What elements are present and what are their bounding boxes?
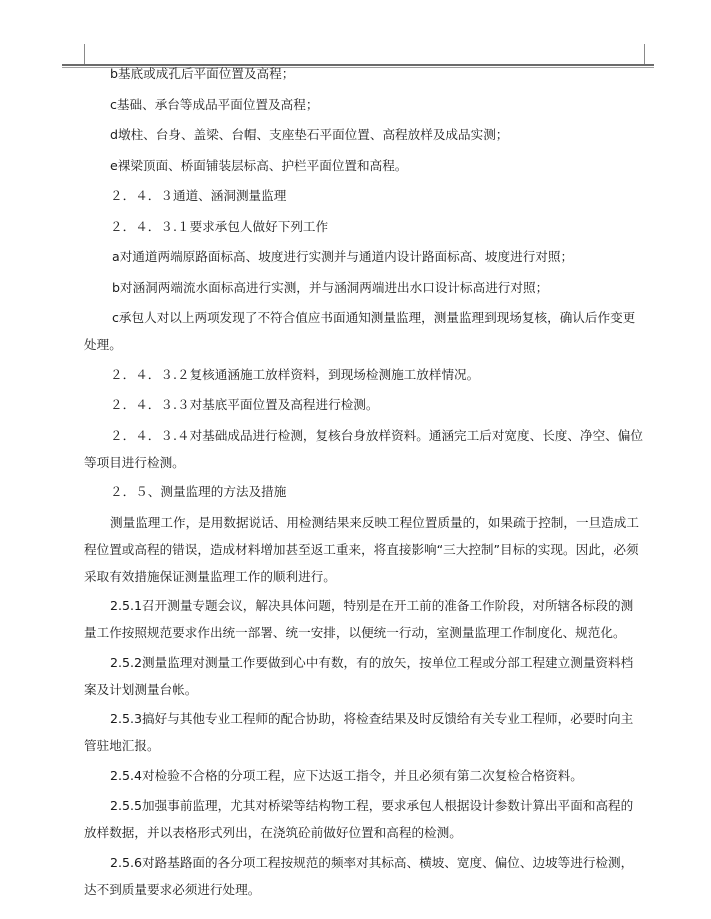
item-2-5-1: 2.5.1召开测量专题会议，解决具体问题，特别是在开工前的准备工作阶段，对所辖各标段的测量工作按照规范要求作出统一部署、统一安排，以便统一行动，室测量监理工作制度化、规范化。	[84, 598, 634, 640]
heading-2-5: ２．５、测量监理的方法及措施	[110, 484, 287, 499]
item-2-5-2: 2.5.2测量监理对测量工作要做到心中有数，有的放矢，按单位工程或分部工程建立测量资料档案及计划测量台帐。	[84, 654, 634, 697]
item-2-5-5: 2.5.5加强事前监理，尤其对桥梁等结构物工程，要求承包人根据设计参数计算出平面和高程的放样数据，并以表格形式列出，在浇筑砼前做好位置和高程的检测。	[84, 798, 634, 840]
heading-2-4-3-1: ２．４．３.１要求承包人做好下列工作	[110, 218, 329, 234]
item-2-4-3-2: ２．４．３.２复核通涵施工放样资料，到现场检测施工放样情况。	[110, 366, 480, 382]
heading-2-4-3: ２．４．３通道、涵洞测量监理	[110, 188, 287, 203]
paragraph-c-foundation: c基础、承台等成品平面位置及高程；	[110, 96, 319, 112]
paragraph-b-foundation: b基底或成孔后平面位置及高程；	[110, 66, 295, 81]
paragraph-survey-intro: 测量监理工作，是用数据说话、用检测结果来反映工程位置质量的，如果疏于控制，一旦造成工程位置或高程的错误，造成材料增加甚至返工重来，将直接影响“三大控制”目标的实现。因此，必须采取有效措施保证测量监理工作的顺利进行。	[84, 514, 639, 584]
paragraph-e-deck: e裸梁顶面、桥面铺装层标高、护栏平面位置和高程。	[110, 157, 408, 173]
item-2-5-6: 2.5.6对路基路面的各分项工程按规范的频率对其标高、横坡、宽度、偏位、边坡等进行检测，达不到质量要求必须进行处理。	[84, 854, 634, 897]
paragraph-d-pier: d墩柱、台身、盖梁、台帽、支座垫石平面位置、高程放样及成品实测；	[110, 127, 509, 142]
paragraph-b-culvert: b对涵洞两端流水面标高进行实测，并与涵洞两端进出水口设计标高进行对照；	[112, 279, 549, 295]
paragraph-a-passage: a对通道两端原路面标高、坡度进行实测并与通道内设计路面标高、坡度进行对照；	[112, 249, 574, 264]
paragraph-c-contractor: c承包人对以上两项发现了不符合值应书面通知测量监理，测量监理到现场复核，确认后作变更处理。	[84, 310, 636, 352]
item-2-4-3-3: ２．４．３.３对基底平面位置及高程进行检测。	[110, 397, 379, 412]
header-corner-mark-right	[644, 44, 645, 64]
item-2-5-3: 2.5.3搞好与其他专业工程师的配合协助，将检查结果及时反馈给有关专业工程师，必要时向主管驻地汇报。	[84, 711, 634, 753]
item-2-5-4: 2.5.4对检验不合格的分项工程，应下达返工指令，并且必须有第二次复检合格资料。	[110, 767, 583, 783]
item-2-4-3-4: ２．４．３.４对基础成品进行检测，复核台身放样资料。通涵完工后对宽度、长度、净空、偏位等项目进行检测。	[84, 427, 643, 470]
document-body	[84, 60, 644, 905]
